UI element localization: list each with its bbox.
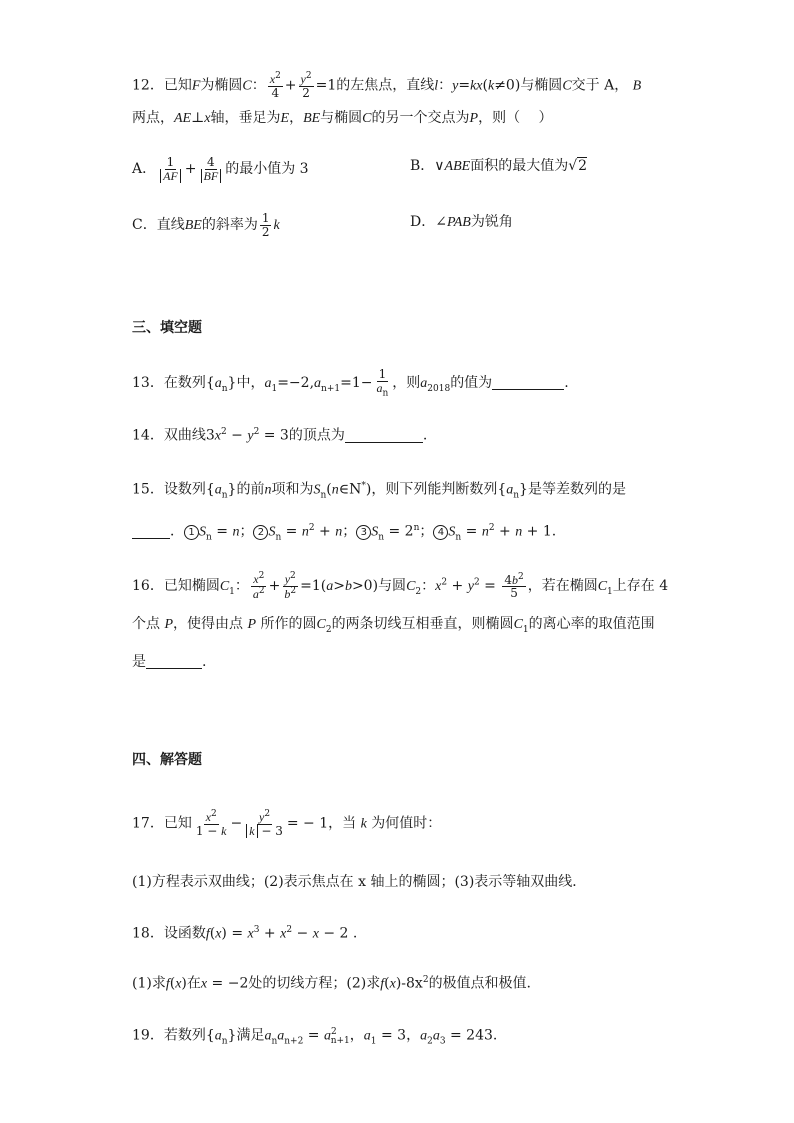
math-fraction: $\frac{1}{2}$	[261, 211, 270, 239]
q16-line3: 是 .	[132, 654, 207, 670]
q17-subquestions: (1)方程表示双曲线；(2)表示焦点在 x 轴上的椭圆；(3)表示等轴双曲线．	[132, 874, 587, 890]
q15-line2: ． 1 $S_n = n$； 2 $S_n = n^2 + n$； 3 $S_n = 2^n$； 4 $S_n = n^2 + n + 1$.	[132, 518, 556, 547]
q16-line1: 16．已知椭圆$C_1$： $\frac{x^2}{a^2}$ + $\frac{y^2}{b^2}$ =1(a>b>0)与圆$C_2$：$x^2 + y^2$ = $\frac{4b^2}{5}$ ，若在椭圆$C_1$上存在 4	[132, 571, 669, 601]
answer-blank[interactable]	[345, 428, 423, 443]
q17: 17．已知 $\frac{x^2}{1 - k}$ − $\frac{y^2}{k - 3}$ = − 1，当 k 为何值时：	[132, 809, 442, 838]
math-fraction: $\frac{1}{a_n}$	[376, 367, 389, 398]
q13: 13．在数列$\{a_n\}$中，$a_1=-2,a_{n+1}=1-$ $\frac{1}{a_n}$ ，则$a_{2018}$的值为 .	[132, 367, 569, 398]
q18: 18．设函数$f(x) = x^3 + x^2 - x - 2$ .	[132, 925, 358, 942]
q12-option-a: A． $\frac{1}{AF}$ + $\frac{4}{BF}$ 的最小值为 3	[132, 155, 309, 183]
section-heading-fill-in: 三、填空题	[132, 320, 202, 336]
option-1-marker: 1	[184, 525, 199, 540]
math-fraction: $\frac{y^2}{b^2}$	[284, 571, 297, 601]
math-fraction: $\frac{4}{BF}$	[199, 156, 224, 182]
option-2-marker: 2	[253, 525, 268, 540]
math-fraction: $\frac{1}{AF}$	[158, 156, 183, 182]
math-fraction: $\frac{4b^2}{5}$	[504, 571, 524, 601]
q15-line1: 15．设数列$\{a_n\}$的前n项和为$S_n(n\in N^*)$，则下列能判断数列$\{a_n\}$是等差数列的是	[132, 481, 626, 501]
q12-text: 12．已知	[132, 77, 192, 94]
math-fraction: $\frac{y^2}{k - 3}$	[244, 810, 285, 837]
option-3-marker: 3	[356, 525, 371, 540]
math-fraction: $\frac{x^2}{1 - k}$	[195, 809, 227, 838]
q12-option-b: B．∨ABE面积的最大值为√2	[410, 158, 588, 174]
q19: 19．若数列$\{a_n\}$满足$a_na_{n+2} = a^2_{n+1}$，$a_1 = 3$，$a_2a_3 = 243$.	[132, 1027, 498, 1047]
q12-line1: 12．已知F为椭圆C： $\frac{x^2}{4}$ + $\frac{y^2}{2}$ =1的左焦点，直线l：y=kx(k≠0)与椭圆C交于 A， B	[132, 71, 642, 100]
q12-option-d: D．∠PAB为锐角	[410, 214, 513, 230]
section-heading-solutions: 四、解答题	[132, 752, 202, 768]
option-4-marker: 4	[433, 525, 448, 540]
math-fraction: $\frac{x^2}{4}$	[269, 71, 281, 100]
q18-subquestions: (1)求f(x)在x = −2处的切线方程；(2)求$f(x)-8x^2$的极值点和极值.	[132, 975, 532, 992]
answer-blank[interactable]	[132, 524, 170, 539]
math-fraction: $\frac{x^2}{a^2}$	[252, 571, 265, 601]
q12-line2: 两点，AE⊥x轴，垂足为E，BE与椭圆C的另一个交点为P，则（ ）	[132, 110, 553, 126]
answer-blank[interactable]	[146, 654, 202, 669]
answer-blank[interactable]	[492, 375, 564, 390]
q16-line2: 个点 P，使得由点 P 所作的圆$C_2$的两条切线互相垂直，则椭圆$C_1$的离心率的取值范围	[132, 616, 655, 635]
q12-option-c: C．直线BE的斜率为 $\frac{1}{2}$ k	[132, 211, 280, 239]
q14: 14．双曲线$3x^2 - y^2 = 3$的顶点为 .	[132, 427, 428, 444]
math-fraction: $\frac{y^2}{2}$	[300, 71, 312, 100]
